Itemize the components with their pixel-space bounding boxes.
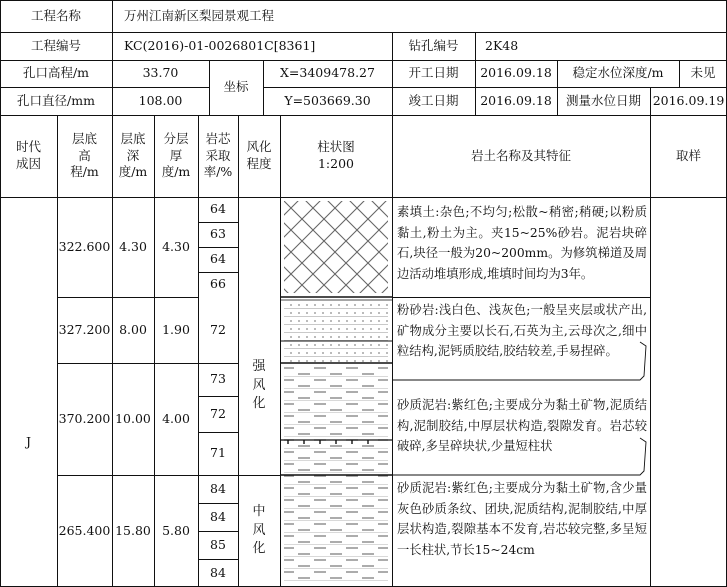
column-scale: 1:200 — [317, 156, 355, 171]
core-rate-cell: 72 — [210, 321, 226, 337]
core-rate-cell: 73 — [210, 371, 226, 387]
layer3-bottom-elevation: 370.200 — [58, 410, 111, 426]
weathering-char: 风 — [252, 377, 266, 393]
core-rate-cell: 84 — [210, 480, 226, 496]
description-boundaries — [392, 290, 650, 490]
layer1-description: 素填土:杂色;不均匀;松散~稍密;稍硬;以粉质黏土,粉土为主。夹15~25%砂岩。泥岩块碎石,块径一般为20~200mm。为修筑梯道及周边活动堆填形成,堆填时间均为3年。 — [397, 205, 647, 281]
start-date-value: 2016.09.18 — [480, 65, 552, 81]
col-era-header: 时代成因 — [15, 139, 41, 171]
core-rate-cell: 63 — [210, 226, 226, 242]
project-no-value: KC(2016)-01-0026801C[8361] — [124, 37, 316, 53]
layer2-thickness: 1.90 — [162, 321, 190, 337]
col-weathering-header: 风化程度 — [246, 139, 272, 171]
layer4-bottom-elevation: 265.400 — [58, 522, 111, 538]
layer2-bottom-depth: 8.00 — [119, 321, 147, 337]
layer1-bottom-elevation: 322.600 — [58, 238, 111, 254]
coordinate-label: 坐标 — [223, 79, 249, 95]
project-no-label: 工程编号 — [30, 37, 81, 53]
layer3-thickness: 4.00 — [162, 410, 190, 426]
mudstone-pattern — [284, 365, 388, 583]
collar-elevation-value: 33.70 — [142, 65, 179, 81]
layer3-description: 砂质泥岩:紫红色;主要成分为黏土矿物,泥质结构,泥制胶结,中厚层状构造,裂隙发育。岩芯较破碎,多呈碎块状,少量短柱状 — [397, 398, 647, 453]
collar-elevation-label: 孔口高程/m — [22, 65, 90, 81]
col-sampling-header: 取样 — [675, 147, 701, 163]
core-rate-cell: 84 — [210, 508, 226, 524]
stable-water-level-value: 未见 — [690, 65, 716, 81]
end-date-label: 竣工日期 — [408, 92, 459, 108]
measure-water-date-label: 测量水位日期 — [565, 92, 641, 108]
collar-diameter-value: 108.00 — [138, 92, 183, 108]
borehole-no-label: 钻孔编号 — [408, 37, 459, 53]
collar-diameter-label: 孔口直径/mm — [17, 92, 95, 108]
end-date-value: 2016.09.18 — [480, 92, 552, 108]
layer2-bottom-elevation: 327.200 — [58, 321, 111, 337]
column-title: 柱状图 — [317, 139, 355, 155]
core-rate-cell: 64 — [210, 251, 226, 267]
layer4-thickness: 5.80 — [162, 522, 190, 538]
fill-pattern-hatch — [284, 201, 388, 293]
col-column-header — [280, 115, 392, 197]
layer1-thickness: 4.30 — [162, 238, 190, 254]
col-description-header: 岩土名称及其特征 — [470, 147, 571, 163]
core-rate-cell: 71 — [210, 445, 226, 461]
weathering-char: 化 — [252, 541, 266, 557]
core-rate-cell: 64 — [210, 201, 226, 217]
coordinate-x: X=3409478.27 — [280, 65, 375, 81]
layer1-bottom-depth: 4.30 — [119, 238, 147, 254]
stable-water-level-label: 稳定水位深度/m — [572, 65, 664, 81]
weathering-char: 中 — [252, 503, 266, 519]
col-bottom-depth-header: 层底深度/m — [118, 130, 148, 180]
project-name-label: 工程名称 — [30, 7, 81, 23]
layer3-bottom-depth: 10.00 — [115, 410, 151, 426]
core-rate-cell: 84 — [210, 564, 226, 580]
weathering-medium — [238, 475, 280, 587]
era-value: J — [25, 433, 31, 449]
borehole-no-value: 2K48 — [485, 37, 519, 53]
core-rate-cell: 85 — [210, 536, 226, 552]
siltstone-pattern — [284, 301, 388, 363]
project-name-value: 万州江南新区梨园景观工程 — [124, 7, 275, 23]
col-core-rate-header: 岩芯采取率/% — [203, 130, 233, 180]
measure-water-date-value: 2016.09.19 — [652, 92, 725, 108]
weathering-char: 风 — [252, 522, 266, 538]
layer2-description: 粉砂岩:浅白色、浅灰色;一般呈夹层或状产出,矿物成分主要以长石,石英为主,云母次之,细中粒结构,泥钙质胶结,胶结较差,手易捏碎。 — [397, 303, 647, 358]
weathering-char: 强 — [252, 358, 266, 374]
weathering-strong — [238, 297, 280, 475]
layer4-bottom-depth: 15.80 — [115, 522, 151, 538]
col-thickness-header: 分层厚度/m — [161, 130, 191, 180]
col-bottom-elevation-header: 层底高程/m — [70, 130, 99, 180]
coordinate-y: Y=503669.30 — [284, 92, 371, 108]
weathering-char: 化 — [252, 396, 266, 412]
start-date-label: 开工日期 — [408, 65, 459, 81]
stratigraphic-column — [280, 197, 392, 587]
layer4-description: 砂质泥岩:紫红色;主要成分为黏土矿物,含少量灰色砂质条纹、团块,泥质结构,泥制胶结,中厚层状构造,裂隙基本不发育,岩芯较完整,多呈短一长柱状,节长15~24cm — [397, 481, 647, 557]
core-rate-cell: 66 — [210, 276, 226, 292]
core-rate-cell: 72 — [210, 405, 226, 421]
